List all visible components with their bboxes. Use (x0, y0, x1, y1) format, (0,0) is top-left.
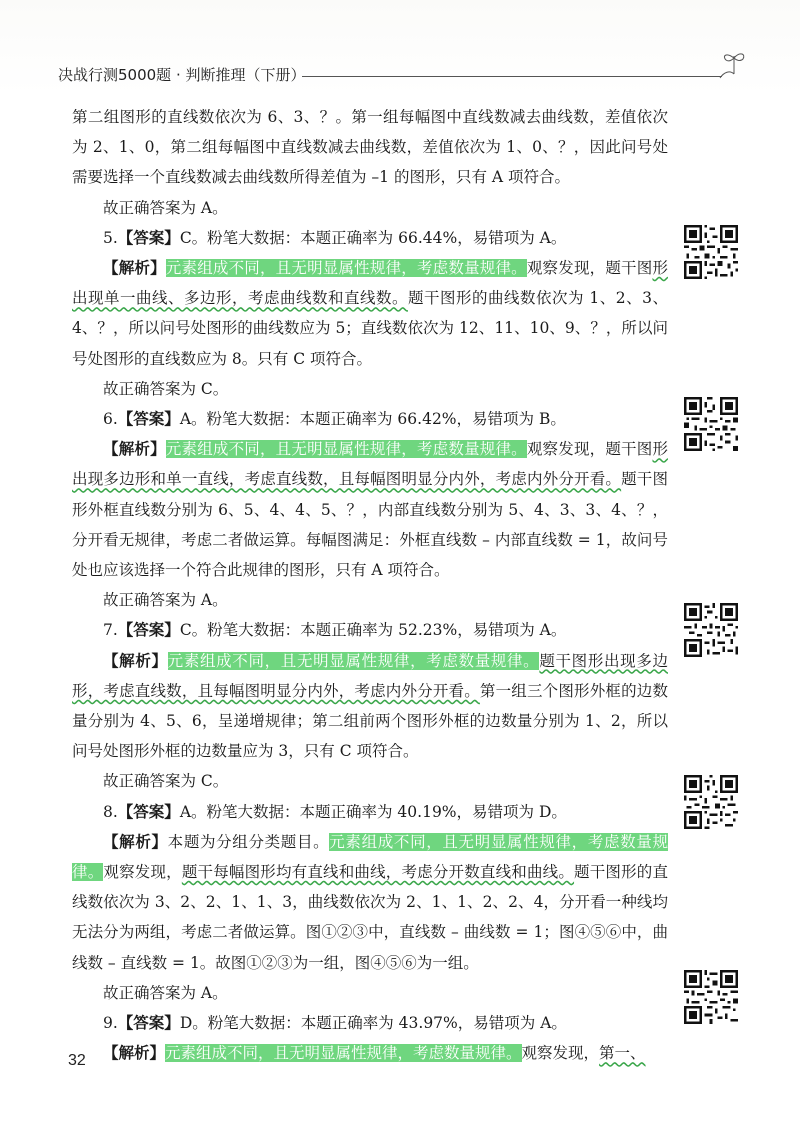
leaf-icon (716, 48, 752, 80)
q8-text-b: 题干图形的直线数依次为 3、2、2、1、1、3，曲线数依次为 2、1、1、2、2、4，分开看一种线均无法分为两组，考虑二者做运算。图①②③中，直线数 – 曲线数 = 1；图④⑤⑥中，曲线数 – 直线数 = 1。故图①②③为一组，图④⑤⑥为一组。 (72, 863, 668, 972)
q7-answer-line (72, 615, 668, 645)
q7-answer-text: C。粉笔大数据：本题正确率为 52.23%，易错项为 A。 (179, 621, 567, 640)
q6-answer-text: A。粉笔大数据：本题正确率为 66.42%，易错项为 B。 (179, 410, 566, 429)
q7-text-b: 第一组三个图形外框的边数量分别为 4、5、6，呈递增规律；第二组前两个图形外框的边数量分别为 1、2，所以问号处图形外框的边数量应为 3，只有 C 项符合。 (72, 681, 668, 761)
q9-underlined: 第一、 (599, 1044, 646, 1063)
q9-analysis (72, 1038, 668, 1068)
q7-underlined: 题干图形出现多边形，考虑直线数，且每幅图明显分内外，考虑内外分开看。 (72, 651, 668, 700)
intro-conclusion: 故正确答案为 A。 (103, 198, 228, 217)
q9-analysis-label: 【解析】 (103, 1043, 166, 1063)
q6-analysis (72, 434, 668, 585)
q6-answer-line (72, 404, 668, 434)
q6-underlined: 形出现多边形和单一直线，考虑直线数，且每幅图明显分内外，考虑内外分开看。 (72, 440, 668, 489)
q8-number: 8. (103, 802, 118, 821)
q6-highlight: 元素组成不同，且无明显属性规律，考虑数量规律。 (165, 440, 527, 459)
q6-analysis-label: 【解析】 (103, 439, 166, 459)
q9-answer-line (72, 1008, 668, 1038)
q5-highlight: 元素组成不同，且无明显属性规律，考虑数量规律。 (165, 259, 527, 278)
page-number: 32 (68, 1052, 86, 1069)
q5-conclusion: 故正确答案为 C。 (103, 379, 229, 398)
q5-answer-text: C。粉笔大数据：本题正确率为 66.44%，易错项为 A。 (179, 228, 567, 247)
q7-analysis-label: 【解析】 (103, 650, 168, 670)
book-title: 决战行测5000题 · 判断推理（下册） (58, 66, 306, 84)
q5-text-b: 题干图形的曲线数依次为 1、2、3、4、？，所以问号处图形的曲线数应为 5；直线数依次为 12、11、10、9、？，所以问号处图形的直线数应为 8。只有 C 项符合。 (72, 289, 668, 368)
q6-number: 6. (103, 410, 118, 429)
q6-text-b: 题干图形外框直线数分别为 6、5、4、4、5、？，内部直线数分别为 5、4、3、3、4、？，分开看无规律，考虑二者做运算。每幅图满足：外框直线数 – 内部直线数 = 1，故问号处也应该选择一个符合此规律的图形，只有 A 项符合。 (72, 470, 668, 580)
q5-answer-line (72, 223, 668, 253)
q6-conclusion: 故正确答案为 A。 (103, 591, 228, 610)
q6-answer-label: 【答案】 (117, 409, 180, 429)
q9-number: 9. (103, 1014, 118, 1033)
q8-analysis (72, 827, 668, 978)
q5-analysis-label: 【解析】 (103, 258, 166, 278)
q9-text-a: 观察发现， (521, 1044, 600, 1063)
q8-text-a: 观察发现， (103, 863, 182, 882)
q6-text-a: 观察发现，题干图 (526, 440, 653, 459)
q5-underlined: 形出现单一曲线、多边形，考虑曲线数和直线数。 (72, 259, 668, 308)
q5-number: 5. (103, 228, 118, 247)
q7-conclusion: 故正确答案为 C。 (103, 772, 229, 791)
q8-analysis-label: 【解析】 (103, 831, 168, 851)
q5-analysis (72, 253, 668, 374)
q6-qr-code-icon[interactable] (684, 397, 738, 451)
q7-qr-code-icon[interactable] (684, 603, 738, 657)
q8-qr-code-icon[interactable] (684, 775, 738, 829)
q7-number: 7. (103, 621, 118, 640)
q5-answer-label: 【答案】 (117, 227, 180, 247)
header-rule (302, 76, 722, 77)
q7-answer-label: 【答案】 (117, 620, 180, 640)
q8-answer-line (72, 797, 668, 827)
q9-highlight: 元素组成不同，且无明显属性规律，考虑数量规律。 (165, 1044, 522, 1063)
intro-paragraph: 第二组图形的直线数依次为 6、3、？。第一组每幅图中直线数减去曲线数，差值依次为 2、1、0，第二组每幅图中直线数减去曲线数，差值依次为 1、0、？，因此问号处需要选择一个直线数减去曲线数所得差值为 –1 的图形，只有 A 项符合。 (72, 108, 668, 187)
q5-qr-code-icon[interactable] (684, 225, 738, 279)
q8-pre: 本题为分组分类题目。 (167, 832, 330, 851)
q8-underlined: 题干每幅图形均有直线和曲线，考虑分开数直线和曲线。 (181, 863, 575, 882)
q7-analysis (72, 646, 668, 767)
q5-text-a: 观察发现，题干图 (526, 259, 653, 278)
q8-answer-text: A。粉笔大数据：本题正确率为 40.19%，易错项为 D。 (179, 802, 567, 821)
q8-highlight: 元素组成不同，且无明显属性规律，考虑数量规律。 (72, 832, 668, 882)
q7-highlight: 元素组成不同，且无明显属性规律，考虑数量规律。 (167, 651, 540, 670)
page-header (0, 0, 800, 95)
q8-answer-label: 【答案】 (117, 801, 180, 821)
page-content (72, 102, 668, 1069)
q9-answer-text: D。粉笔大数据：本题正确率为 43.97%，易错项为 A。 (179, 1014, 567, 1033)
q9-answer-label: 【答案】 (117, 1013, 180, 1033)
q8-conclusion: 故正确答案为 A。 (103, 983, 228, 1002)
q9-qr-code-icon[interactable] (684, 970, 738, 1024)
